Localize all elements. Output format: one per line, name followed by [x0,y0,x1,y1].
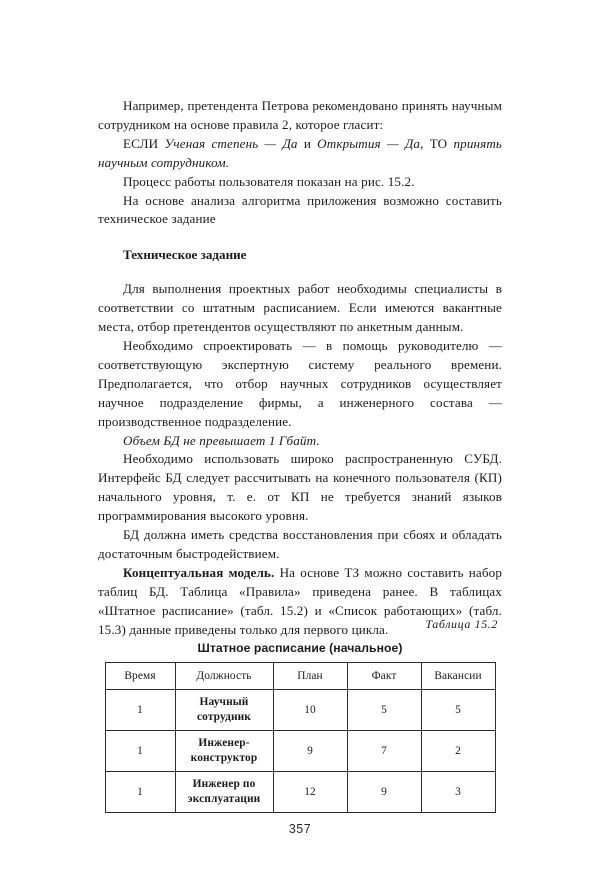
cell-position: Научный сотрудник [175,690,273,731]
cell-plan: 12 [273,772,347,813]
rule-prefix: ЕСЛИ [123,135,165,151]
paragraph-rule [98,135,502,173]
paragraph-dbms: Необходимо использовать широко распространенную СУБД. Интерфейс БД следует рассчитывать на конечного пользователя (КП) начального уровня, т. е. от КП не требуется знаний языков программирования высокого уровня. [98,451,502,524]
cell-fact: 9 [347,772,421,813]
conceptual-model-lead-in: Концептуальная модель. [123,564,275,580]
cell-plan: 10 [273,690,347,731]
paragraph-example: Например, претендента Петрова рекомендовано принять научным сотрудником на основе правила 2, которое гласит: [98,98,502,132]
column-header-vacancies: Вакансии [421,663,495,690]
table-block-15-2 [98,617,502,813]
rule-conclusion: принять научным сотрудником. [98,135,503,170]
spacer-before-heading [98,229,502,246]
paragraph-analysis: На основе анализа алгоритма приложения возможно составить техническое задание [98,192,502,227]
column-header-fact: Факт [347,663,421,690]
table-row [105,772,495,813]
rule-then: , ТО [420,135,454,151]
cell-time: 1 [105,731,175,772]
paragraph-design: Необходимо спроектировать — в помощь руководителю — соответствующую экспертную систему реального времени. Предполагается, что отбор научных сотрудников осуществляет научное подразделение фирмы, а инженерного состава — производственное подразделение. [98,337,502,429]
paragraph-db-volume: Объем БД не превышает 1 Гбайт. [123,432,320,448]
section-heading-technical-task: Техническое задание [123,247,247,263]
paragraph-recovery: БД должна иметь средства восстановления при сбоях и обладать достаточным быстродействием. [98,527,502,561]
cell-time: 1 [105,772,175,813]
table-row [105,690,495,731]
rule-conjunction: и [297,135,318,151]
paragraph-process: Процесс работы пользователя показан на рис. 15.2. [123,173,415,189]
conceptual-model-text: На основе ТЗ можно составить набор таблиц БД. Таблица «Правила» приведена ранее. В таблицах «Штатное расписание» (табл. 15.2) и «Список работающих» (табл. 15.3) данные приведены только для первого цикла. [98,564,503,637]
rule-condition-1: Ученая степень — Да [164,135,298,151]
page-number: 357 [288,822,312,836]
column-header-time: Время [105,663,175,690]
column-header-plan: План [273,663,347,690]
table-caption: Штатное расписание (начальное) [197,641,403,655]
cell-vacancies: 5 [421,690,495,731]
cell-vacancies: 3 [421,772,495,813]
table-header-row [105,663,495,690]
cell-vacancies: 2 [421,731,495,772]
body-text-column [98,97,502,639]
table-number-label: Таблица 15.2 [425,617,498,631]
staffing-table [105,662,496,813]
cell-position: Инженер-конструктор [175,731,273,772]
paragraph-specialists: Для выполнения проектных работ необходимы специалисты в соответствии со штатным расписанием. Если имеются вакантные места, отбор претендентов осуществляют по анкетным данным. [98,281,502,335]
column-header-position: Должность [175,663,273,690]
spacer-after-heading [98,265,502,280]
cell-plan: 9 [273,731,347,772]
cell-fact: 7 [347,731,421,772]
rule-condition-2: Открытия — Да [317,135,421,151]
cell-time: 1 [105,690,175,731]
cell-fact: 5 [347,690,421,731]
table-row [105,731,495,772]
cell-position: Инженер по эксплуатации [175,772,273,813]
